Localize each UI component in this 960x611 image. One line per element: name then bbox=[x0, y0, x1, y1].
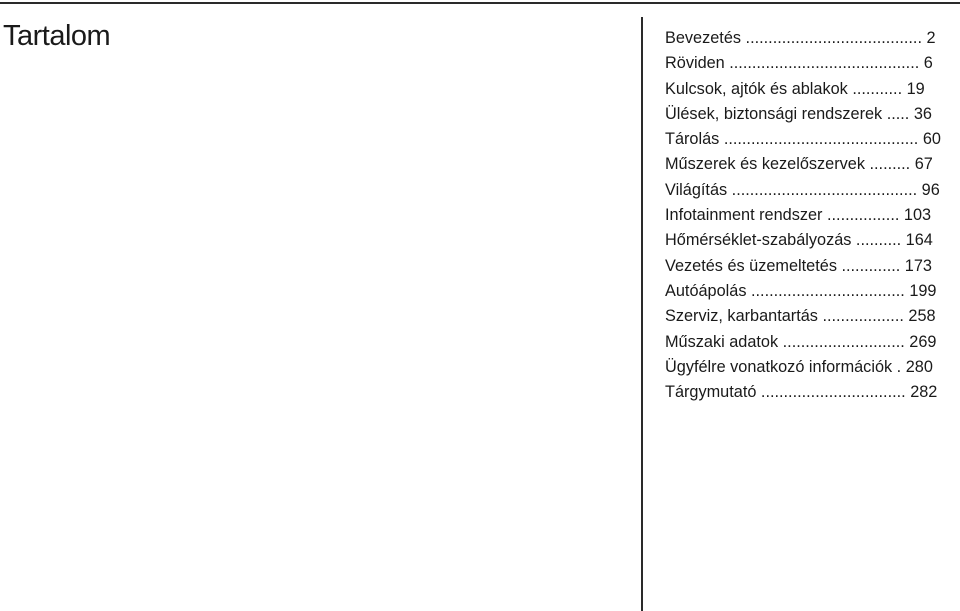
toc-entry-muszaki-adatok[interactable]: Műszaki adatok ........................... 269 bbox=[665, 332, 937, 351]
toc-entry-ulesek-biztonsagi-rendszerek[interactable]: Ülések, biztonsági rendszerek ..... 36 bbox=[665, 104, 932, 123]
toc-entry-roviden[interactable]: Röviden .......................................... 6 bbox=[665, 54, 933, 73]
page-title: Tartalom bbox=[3, 20, 111, 52]
toc-entry-muszerek-kezeloszervek[interactable]: Műszerek és kezelőszervek ......... 67 bbox=[665, 155, 933, 174]
column-divider bbox=[641, 17, 643, 611]
toc-entry-infotainment-rendszer[interactable]: Infotainment rendszer ................ 103 bbox=[665, 206, 932, 225]
toc-entry-vilagitas[interactable]: Világítás ......................................... 96 bbox=[665, 180, 940, 199]
toc-entry-vezetes-uzemeltetes[interactable]: Vezetés és üzemeltetés ............. 173 bbox=[665, 256, 932, 275]
toc-entry-szerviz-karbantartas[interactable]: Szerviz, karbantartás .................. 258 bbox=[665, 307, 936, 326]
toc-entry-kulcsok-ajtok-ablakok[interactable]: Kulcsok, ajtók és ablakok ........... 19 bbox=[665, 79, 925, 98]
top-rule bbox=[0, 2, 960, 4]
toc-entry-targymutato[interactable]: Tárgymutató ................................ 282 bbox=[665, 383, 938, 402]
toc-entry-bevezetes[interactable]: Bevezetés ....................................... 2 bbox=[665, 29, 936, 47]
table-of-contents bbox=[665, 26, 955, 405]
toc-entry-tarolas[interactable]: Tárolás ........................................... 60 bbox=[665, 130, 941, 149]
toc-entry-ugyfelre-vonatkozo-informaciok[interactable]: Ügyfélre vonatkozó információk . 280 bbox=[665, 357, 933, 376]
toc-entry-homerseklet-szabalyozas[interactable]: Hőmérséklet-szabályozás .......... 164 bbox=[665, 231, 933, 250]
toc-entry-autoapolas[interactable]: Autóápolás .................................. 199 bbox=[665, 281, 937, 300]
